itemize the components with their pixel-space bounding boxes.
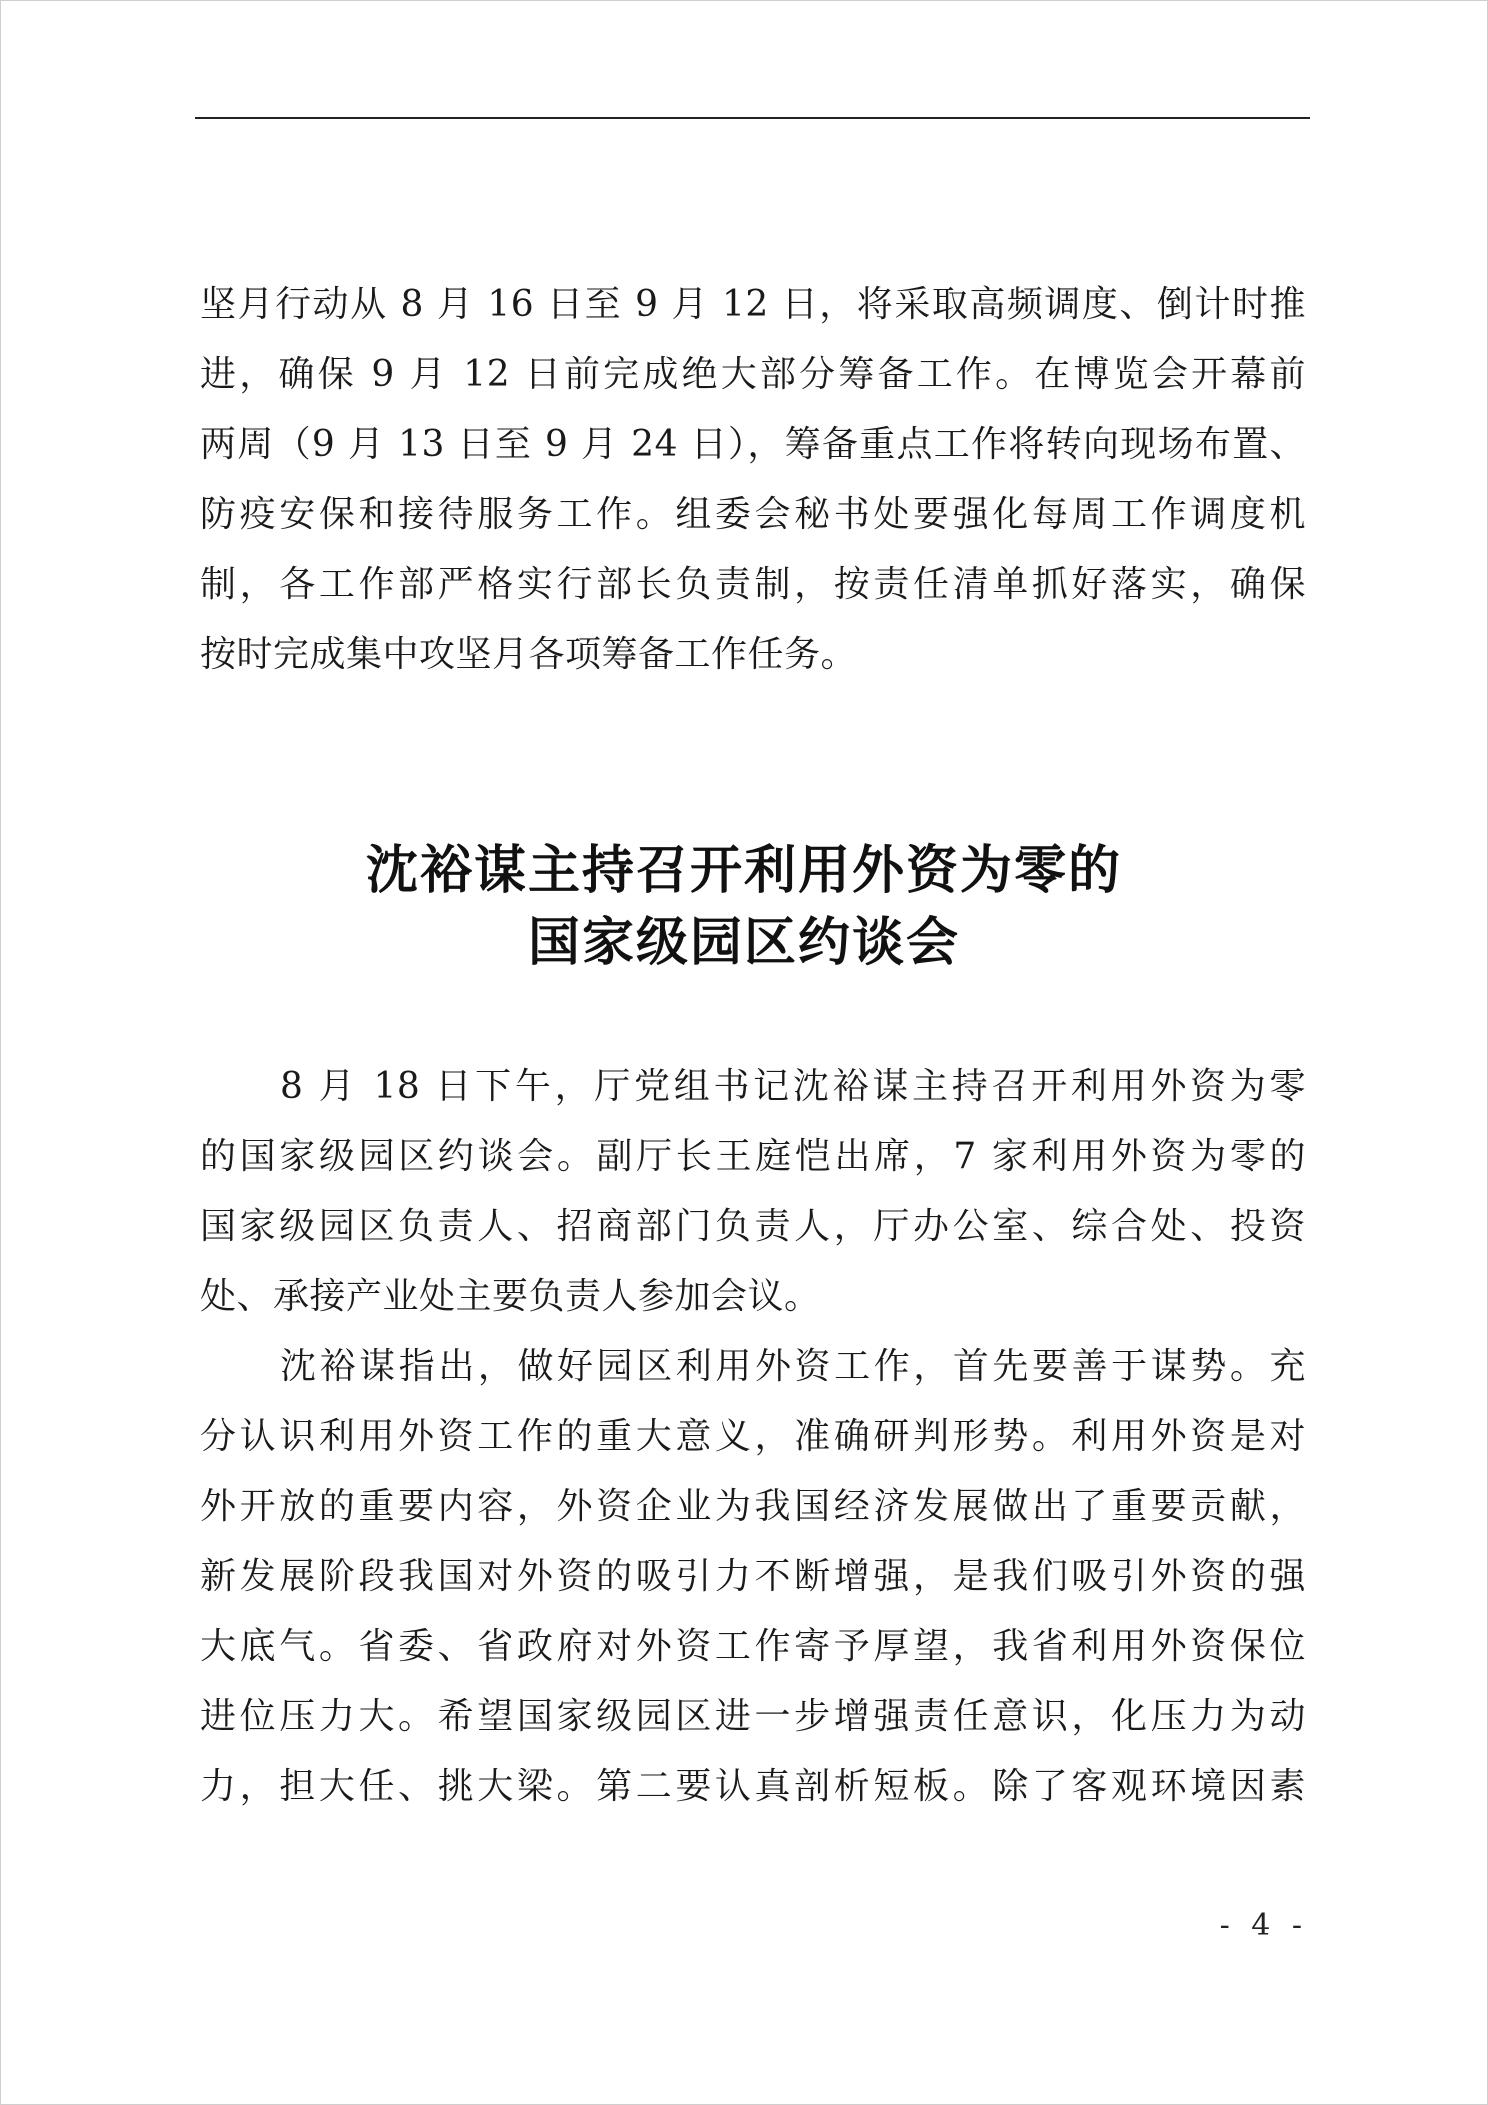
article-title-line-1: 沈裕谋主持召开利用外资为零的: [365, 840, 1122, 901]
paragraph-line: 力，担大任、挑大梁。第二要认真剖析短板。除了客观环境因素: [200, 1766, 1306, 1807]
paragraph-line: 防疫安保和接待服务工作。组委会秘书处要强化每周工作调度机: [200, 494, 1306, 535]
paragraph-line: 8 月 18 日下午，厅党组书记沈裕谋主持召开利用外资为零: [280, 1066, 1306, 1107]
paragraph-line: 沈裕谋指出，做好园区利用外资工作，首先要善于谋势。充: [280, 1346, 1306, 1387]
article-paragraph-1: [200, 1052, 1306, 1332]
paragraph-line: 两周（9 月 13 日至 9 月 24 日），筹备重点工作将转向现场布置、: [200, 424, 1306, 465]
paragraph-line: 坚月行动从 8 月 16 日至 9 月 12 日，将采取高频调度、倒计时推: [200, 284, 1306, 325]
paragraph-line: 外开放的重要内容，外资企业为我国经济发展做出了重要贡献，: [200, 1486, 1306, 1527]
page-number: - 4 -: [1219, 1908, 1308, 1943]
header-rule: [195, 117, 1310, 119]
paragraph-line: 制，各工作部严格实行部长负责制，按责任清单抓好落实，确保: [200, 564, 1306, 605]
paragraph-line: 处、承接产业处主要负责人参加会议。: [200, 1276, 821, 1317]
paragraph-line: 分认识利用外资工作的重大意义，准确研判形势。利用外资是对: [200, 1416, 1306, 1457]
paragraph-line: 进，确保 9 月 12 日前完成绝大部分筹备工作。在博览会开幕前: [200, 354, 1306, 395]
continued-paragraph: [200, 270, 1306, 690]
article-paragraph-2: [200, 1332, 1306, 1822]
paragraph-line: 大底气。省委、省政府对外资工作寄予厚望，我省利用外资保位: [200, 1626, 1306, 1667]
paragraph-line: 的国家级园区约谈会。副厅长王庭恺出席，7 家利用外资为零的: [200, 1136, 1306, 1177]
paragraph-line: 国家级园区负责人、招商部门负责人，厅办公室、综合处、投资: [200, 1206, 1306, 1247]
paragraph-line: 按时完成集中攻坚月各项筹备工作任务。: [200, 634, 858, 675]
paragraph-line: 进位压力大。希望国家级园区进一步增强责任意识，化压力为动: [200, 1696, 1306, 1737]
paragraph-line: 新发展阶段我国对外资的吸引力不断增强，是我们吸引外资的强: [200, 1556, 1306, 1597]
article-title-line-2: 国家级园区约谈会: [527, 912, 960, 973]
